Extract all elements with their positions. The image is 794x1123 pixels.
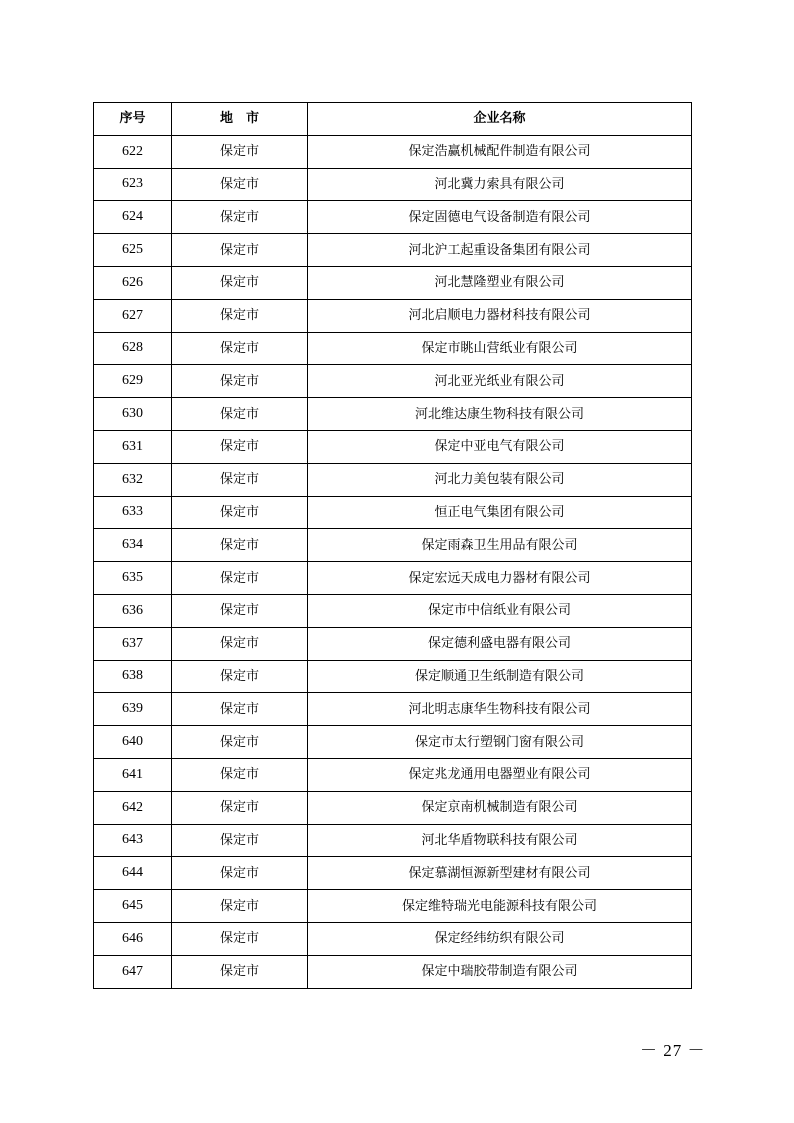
cell-serial: 623 [94,168,172,201]
cell-company: 保定宏远天成电力器材有限公司 [308,562,692,595]
table-row [94,824,692,857]
cell-serial: 628 [94,332,172,365]
cell-city: 保定市 [172,857,308,890]
table-row [94,168,692,201]
cell-serial: 622 [94,135,172,168]
cell-city: 保定市 [172,266,308,299]
cell-city: 保定市 [172,234,308,267]
cell-city: 保定市 [172,562,308,595]
table-row [94,201,692,234]
table-row [94,430,692,463]
table-row [94,299,692,332]
cell-company: 保定固德电气设备制造有限公司 [308,201,692,234]
cell-serial: 630 [94,398,172,431]
cell-serial: 633 [94,496,172,529]
page-number: － 27 － [640,1041,706,1060]
cell-company: 保定中瑞胶带制造有限公司 [308,955,692,988]
cell-city: 保定市 [172,135,308,168]
cell-serial: 634 [94,529,172,562]
cell-city: 保定市 [172,890,308,923]
cell-city: 保定市 [172,299,308,332]
cell-serial: 631 [94,430,172,463]
cell-serial: 637 [94,627,172,660]
cell-company: 保定维特瑞光电能源科技有限公司 [308,890,692,923]
cell-serial: 644 [94,857,172,890]
cell-city: 保定市 [172,824,308,857]
table-header-row [94,103,692,136]
cell-serial: 625 [94,234,172,267]
table-row [94,660,692,693]
cell-city: 保定市 [172,693,308,726]
table-row [94,955,692,988]
cell-serial: 646 [94,922,172,955]
cell-company: 保定兆龙通用电器塑业有限公司 [308,758,692,791]
cell-serial: 645 [94,890,172,923]
table-row [94,398,692,431]
cell-company: 河北亚光纸业有限公司 [308,365,692,398]
cell-serial: 635 [94,562,172,595]
table-row [94,791,692,824]
table-row [94,922,692,955]
cell-company: 河北明志康华生物科技有限公司 [308,693,692,726]
cell-city: 保定市 [172,594,308,627]
table-row [94,562,692,595]
table-row [94,496,692,529]
table-row [94,594,692,627]
cell-serial: 642 [94,791,172,824]
cell-serial: 643 [94,824,172,857]
cell-company: 保定市眺山营纸业有限公司 [308,332,692,365]
cell-city: 保定市 [172,201,308,234]
cell-company: 河北力美包装有限公司 [308,463,692,496]
cell-company: 恒正电气集团有限公司 [308,496,692,529]
cell-serial: 639 [94,693,172,726]
cell-city: 保定市 [172,758,308,791]
cell-city: 保定市 [172,922,308,955]
cell-company: 保定顺通卫生纸制造有限公司 [308,660,692,693]
cell-city: 保定市 [172,430,308,463]
cell-serial: 638 [94,660,172,693]
cell-serial: 640 [94,726,172,759]
cell-company: 保定浩赢机械配件制造有限公司 [308,135,692,168]
header-serial: 序号 [94,103,172,136]
table-row [94,463,692,496]
cell-city: 保定市 [172,463,308,496]
cell-company: 河北启顺电力器材科技有限公司 [308,299,692,332]
cell-company: 河北冀力索具有限公司 [308,168,692,201]
table-row [94,693,692,726]
cell-company: 保定市太行塑钢门窗有限公司 [308,726,692,759]
cell-serial: 626 [94,266,172,299]
table-row [94,365,692,398]
table-row [94,529,692,562]
cell-city: 保定市 [172,726,308,759]
cell-city: 保定市 [172,955,308,988]
table-row [94,627,692,660]
cell-company: 保定中亚电气有限公司 [308,430,692,463]
cell-city: 保定市 [172,398,308,431]
cell-company: 河北维达康生物科技有限公司 [308,398,692,431]
cell-company: 保定雨森卫生用品有限公司 [308,529,692,562]
table-row [94,726,692,759]
table-row [94,890,692,923]
cell-city: 保定市 [172,168,308,201]
cell-serial: 647 [94,955,172,988]
table-row [94,332,692,365]
header-company: 企业名称 [308,103,692,136]
table-row [94,857,692,890]
cell-serial: 627 [94,299,172,332]
cell-company: 保定慕湖恒源新型建材有限公司 [308,857,692,890]
cell-company: 保定德利盛电器有限公司 [308,627,692,660]
cell-city: 保定市 [172,660,308,693]
cell-city: 保定市 [172,791,308,824]
header-city: 地 市 [172,103,308,136]
cell-company: 保定京南机械制造有限公司 [308,791,692,824]
cell-city: 保定市 [172,529,308,562]
table-row [94,135,692,168]
cell-company: 保定经纬纺织有限公司 [308,922,692,955]
table-row [94,234,692,267]
enterprise-table [93,102,692,989]
cell-company: 河北华盾物联科技有限公司 [308,824,692,857]
cell-serial: 624 [94,201,172,234]
cell-serial: 632 [94,463,172,496]
cell-serial: 636 [94,594,172,627]
cell-serial: 641 [94,758,172,791]
table-row [94,266,692,299]
cell-city: 保定市 [172,332,308,365]
cell-company: 河北沪工起重设备集团有限公司 [308,234,692,267]
cell-company: 保定市中信纸业有限公司 [308,594,692,627]
table-row [94,758,692,791]
cell-serial: 629 [94,365,172,398]
cell-city: 保定市 [172,496,308,529]
cell-city: 保定市 [172,627,308,660]
cell-company: 河北慧隆塑业有限公司 [308,266,692,299]
cell-city: 保定市 [172,365,308,398]
